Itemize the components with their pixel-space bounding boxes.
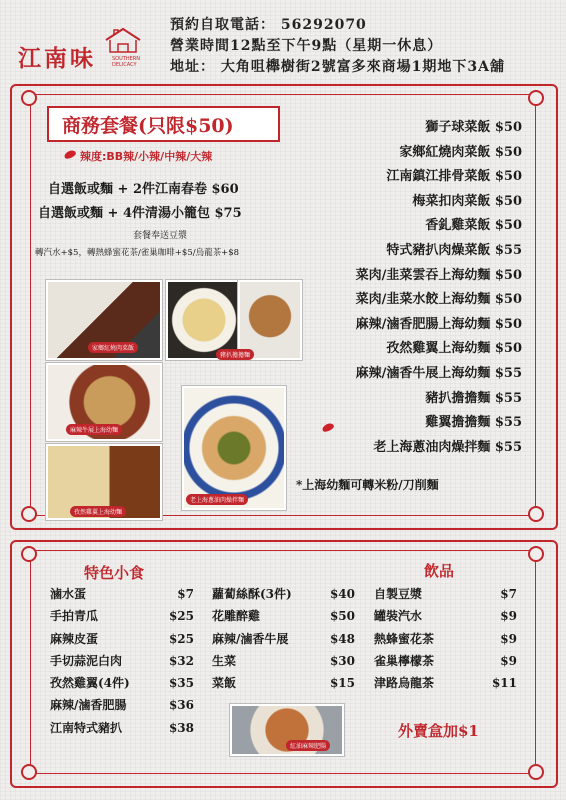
list-item: 熱蜂蜜花茶 $9 (374, 631, 517, 646)
list-item: 江南特式豬扒 $38 (50, 720, 194, 735)
frame-corner (21, 506, 37, 522)
photo-caption: 老上海蔥油肉燥拌麵 (186, 494, 248, 505)
combo-1: 自選飯或麵 + 2件江南春卷 $60 (48, 182, 239, 197)
list-item: 罐裝汽水 $9 (374, 609, 517, 624)
photo-caption: 家鄉紅燒肉菜飯 (88, 342, 138, 353)
frame-corner (528, 90, 544, 106)
frame-corner (528, 546, 544, 562)
noodle-swap-note: *上海幼麵可轉米粉/刀削麵 (296, 478, 439, 492)
photo-caption: 麻辣牛展上海幼麵 (66, 424, 122, 435)
photo-caption: 豬扒擔擔麵 (216, 349, 254, 360)
set-meal-title: 商務套餐(只限$50) (62, 115, 234, 137)
list-item: 花雕醉雞 $50 (212, 609, 355, 624)
list-item: 蘿蔔絲酥(3件) $40 (212, 587, 355, 601)
list-item: 自製豆漿 $7 (374, 587, 517, 601)
logo-subtitle: SOUTHERN DELICACY (112, 56, 140, 68)
list-item: 麻辣/滷香肥腸 $36 (50, 698, 194, 713)
frame-corner (528, 764, 544, 780)
photo-caption: 孜然雞翼上海幼麵 (70, 506, 126, 517)
snacks-column-2 (212, 583, 355, 694)
menu-item: 香釓雞菜飯 $50 (425, 218, 522, 234)
spice-levels: 辣度:BB辣/小辣/中辣/大辣 (80, 150, 213, 163)
frame-corner (21, 90, 37, 106)
takeaway-note: 外賣盒加$1 (398, 722, 479, 740)
menu-item: 獅子球菜飯 $50 (425, 120, 522, 135)
list-item: 手切蒜泥白肉 $32 (50, 653, 194, 668)
list-item: 滷水蛋 $7 (50, 587, 194, 601)
house-logo-icon (104, 26, 142, 54)
menu-item: 麻辣/滷香肥腸上海幼麵 $50 (355, 316, 522, 332)
drinks-list (374, 583, 517, 694)
menu-item: 麻辣/滷香牛展上海幼麵 $55 (355, 365, 522, 381)
frame-corner (21, 546, 37, 562)
menu-item: 豬扒擔擔麵 $55 (425, 390, 522, 406)
list-item: 麻辣皮蛋 $25 (50, 631, 194, 646)
menu-item: 雞翼擔擔麵 $55 (425, 415, 522, 431)
photo-caption: 紅油麻辣肥腸 (286, 740, 330, 751)
menu-item: 老上海蔥油肉燥拌麵 $55 (373, 439, 522, 455)
list-item: 生菜 $30 (212, 653, 355, 668)
frame-corner (21, 764, 37, 780)
menu-item: 江南鎮江排骨菜飯 $50 (386, 169, 522, 185)
food-photo (182, 386, 286, 510)
free-drink-note: 套餐奉送豆漿 (133, 231, 188, 241)
combo-2: 自選飯或麵 + 4件清湯小籠包 $75 (38, 206, 242, 221)
logo-text: 江南味 (18, 45, 96, 72)
address-line: 地址： 大角咀櫸樹街2號富多來商場1期地下3A舖 (170, 59, 505, 75)
drinks-title: 飲品 (424, 562, 455, 580)
menu-item: 特式豬扒肉燥菜飯 $55 (386, 242, 522, 258)
list-item: 津路烏龍茶 $11 (374, 676, 517, 691)
snacks-title: 特色小食 (84, 564, 145, 582)
upgrade-note: 轉汽水+$5，轉熱蜂蜜花茶/雀巢咖啡+$5/烏龍茶+$8 (35, 248, 240, 258)
list-item: 孜然雞翼(4件) $35 (50, 676, 194, 691)
set-meal-list (282, 116, 522, 460)
list-item: 手拍青瓜 $25 (50, 609, 194, 624)
frame-corner (528, 506, 544, 522)
list-item: 麻辣/滷香牛展 $48 (212, 631, 355, 646)
hours-line: 營業時間12點至下午9點（星期一休息） (170, 38, 443, 54)
menu-item: 孜然雞翼上海幼麵 $50 (386, 341, 522, 357)
list-item: 雀巢檸檬茶 $9 (374, 653, 517, 668)
food-photo (166, 280, 242, 360)
menu-item: 家鄉紅燒肉菜飯 $50 (399, 144, 522, 160)
list-item: 菜飯 $15 (212, 676, 355, 691)
menu-item: 菜肉/韭菜水餃上海幼麵 $50 (355, 292, 522, 308)
menu-item: 梅菜扣肉菜飯 $50 (412, 193, 522, 209)
snacks-column-1 (50, 583, 194, 739)
phone-line: 預約自取電話： 56292070 (170, 17, 367, 33)
menu-item: 菜肉/韭菜雲吞上海幼麵 $50 (355, 267, 522, 283)
